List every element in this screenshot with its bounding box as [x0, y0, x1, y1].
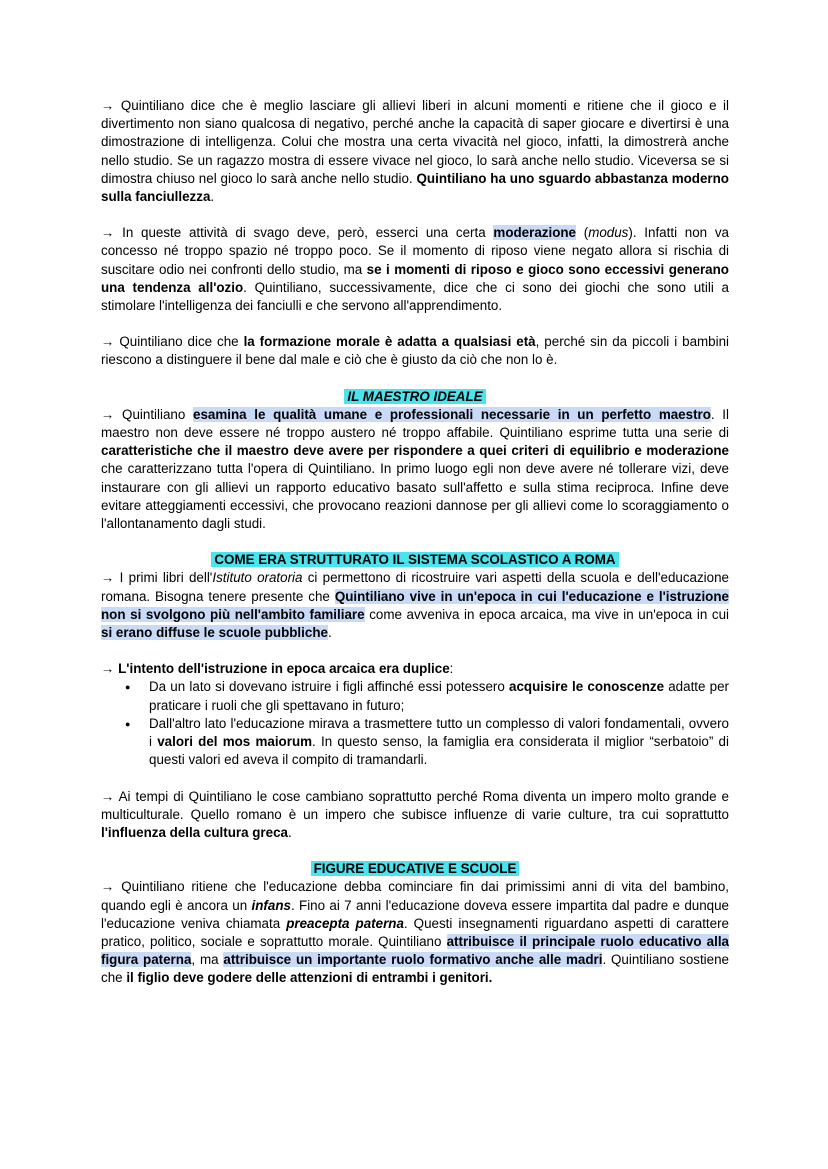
section-heading-figure-educative: FIGURE EDUCATIVE E SCUOLE: [101, 860, 729, 878]
section-heading-sistema-scolastico: COME ERA STRUTTURATO IL SISTEMA SCOLASTICO A ROMA: [101, 551, 729, 569]
highlighted-text: esamina le qualità umane e professionali necessarie in un perfetto maestro: [193, 406, 711, 422]
bold-text: l'influenza della cultura greca: [101, 824, 288, 840]
paragraph-intento-duplice: → L'intento dell'istruzione in epoca arcaica era duplice:: [101, 661, 454, 677]
paragraph-figure-educative: → Quintiliano ritiene che l'educazione debba cominciare fin dai primissimi anni di vita del bambino, quando egli è ancora un infans. Fino ai 7 anni l'educazione doveva essere impartita dal padre e dunque l'educazione veniva chiamata preacepta paterna. Questi insegnamenti riguardano aspetti di carattere pratico, politico, sociale e soprattutto morale. Quintiliano attribuisce il principale ruolo educativo alla figura paterna, ma attribuisce un importante ruolo formativo anche alle madri. Quintiliano sostiene che il figlio deve godere delle attenzioni di entrambi i genitori.: [101, 879, 730, 986]
highlighted-text: moderazione: [493, 225, 576, 241]
paragraph-formazione-morale: → Quintiliano dice che la formazione morale è adatta a qualsiasi età, perché sin da piccoli i bambini riescono a distinguere il bene dal male e ciò che è giusto da ciò che non lo è.: [101, 334, 730, 368]
bold-text: valori del mos maiorum: [157, 734, 313, 750]
highlighted-text: attribuisce un importante ruolo formativo anche alle madri: [223, 952, 603, 968]
italic-text: Istituto oratoria: [212, 570, 303, 586]
paragraph-istituto-oratoria: → I primi libri dell'Istituto oratoria ci permettono di ricostruire vari aspetti della scuola e dell'educazione romana. Bisogna tenere presente che Quintiliano vive in un'epoca in cui l'educazione e l'istruzione non si svolgono più nell'ambito familiare come avveniva in epoca arcaica, ma vive in un'epoca in cui si erano diffuse le scuole pubbliche.: [101, 570, 729, 641]
bold-text: il figlio deve godere delle attenzioni di entrambi i genitori.: [126, 970, 493, 986]
list-item: ● Dall'altro lato l'educazione mirava a trasmettere tutto un complesso di valori fondamentali, ovvero i valori del mos maiorum. In questo senso, la famiglia era considerata il miglior “serbatoio” di questi valori ed aveva il compito di tramandarli.: [149, 715, 729, 770]
bold-text: se i momenti di riposo e gioco sono eccessivi generano una tendenza all'ozio: [101, 261, 729, 295]
paragraph-gioco: → Quintiliano dice che è meglio lasciare gli allievi liberi in alcuni momenti e ritiene che il gioco e il divertimento non siano qualcosa di negativo, perché anche la capacità di saper giocare e divertirsi è una dimostrazione di intelligenza. Colui che mostra una certa vivacità nel gioco, infatti, la dimostrerà anche nello studio. Se un ragazzo mostra di essere vivace nel gioco, lo sarà anche nello studio. Viceversa se si dimostra chiuso nel gioco lo sarà anche nello studio. Quintiliano ha uno sguardo abbastanza moderno sulla fanciullezza.: [101, 98, 729, 205]
bold-text: la formazione morale è adatta a qualsiasi età: [243, 334, 536, 350]
highlighted-text: attribuisce il principale ruolo educativo alla figura paterna: [101, 933, 729, 968]
highlighted-text: Quintiliano vive in un'epoca in cui l'educazione e l'istruzione non si svolgono più nell'ambito familiare: [101, 588, 729, 622]
highlighted-text: si erano diffuse le scuole pubbliche: [101, 625, 328, 641]
list-item: ● Da un lato si dovevano istruire i figli affinché essi potessero acquisire le conoscenze adatte per praticare i ruoli che gli spettavano in futuro;: [149, 678, 729, 714]
bold-text: Quintiliano ha uno sguardo abbastanza moderno sulla fanciullezza: [101, 170, 729, 205]
paragraph-moderazione: → In queste attività di svago deve, però, esserci una certa moderazione (modus). Infatti non va concesso né troppo spazio né troppo poco. Se il momento di riposo viene negato allora si rischia di suscitare odio nei confronti dello studio, ma se i momenti di riposo e gioco sono eccessivi generano una tendenza all'ozio. Quintiliano, successivamente, dice che ci sono dei giochi che sono utili a stimolare l'intelligenza dei fanciulli e che servono all'apprendimento.: [101, 225, 729, 314]
bold-text: → L'intento dell'istruzione in epoca arcaica era duplice: [101, 661, 450, 677]
bold-text: caratteristiche che il maestro deve avere per rispondere a quei criteri di equilibrio e moderazione: [101, 443, 729, 459]
paragraph-impero: → Ai tempi di Quintiliano le cose cambiano soprattutto perché Roma diventa un impero molto grande e multiculturale. Quello romano è un impero che subisce influenze di varie culture, tra cui soprattutto l'influenza della cultura greca.: [101, 788, 729, 840]
bold-italic-text: infans: [251, 897, 291, 913]
section-heading-maestro-ideale: IL MAESTRO IDEALE: [101, 388, 729, 406]
bold-text: acquisire le conoscenze: [509, 679, 665, 695]
bullet-list: [101, 678, 729, 769]
paragraph-maestro: → Quintiliano esamina le qualità umane e professionali necessarie in un perfetto maestro. Il maestro non deve essere né troppo austero né troppo affabile. Quintiliano esprime tutta una serie di caratteristiche che il maestro deve avere per rispondere a quei criteri di equilibrio e moderazione che caratterizzano tutta l'opera di Quintiliano. In primo luogo egli non deve avere né tollerare vizi, deve instaurare con gli allievi un rapporto educativo basato sull'affetto e sulla stima reciproca. Infine deve evitare atteggiamenti eccessivi, che provocano reazioni dannose per gli allievi come lo scoraggiamento o l'allontanamento dagli studi.: [101, 406, 729, 532]
bold-italic-text: preacepta paterna: [286, 915, 404, 931]
italic-text: modus: [588, 225, 629, 241]
